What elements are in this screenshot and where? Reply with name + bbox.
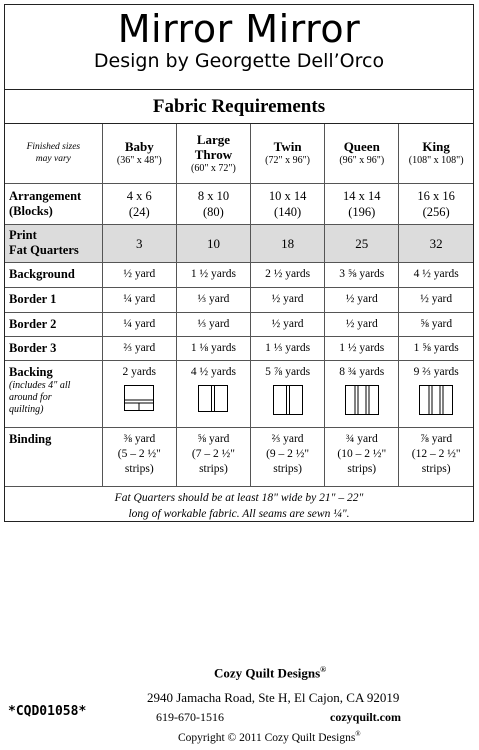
- yardage-cell: ⅓ yard: [176, 287, 250, 312]
- background-row: [5, 262, 473, 287]
- fabric-requirements-card: [4, 4, 474, 522]
- border-3-row: [5, 336, 473, 360]
- arrangement-cell: [325, 183, 399, 224]
- row-label-line-2: (Blocks): [9, 203, 53, 218]
- backing-cell-king: [399, 360, 473, 427]
- yardage-cell: ½ yard: [251, 287, 325, 312]
- yardage-cell: 4 ½ yards: [399, 262, 473, 287]
- website-link[interactable]: cozyquilt.com: [330, 710, 401, 724]
- fat-quarter-count: 25: [325, 224, 399, 262]
- block-count: (24): [128, 204, 150, 219]
- binding-yardage: ⅞ yard: [420, 432, 453, 445]
- binding-cell: [102, 427, 176, 486]
- brand-name: [214, 665, 326, 681]
- yardage-cell: ½ yard: [251, 312, 325, 336]
- yardage-cell: 2 ½ yards: [251, 262, 325, 287]
- fat-quarter-count: 10: [176, 224, 250, 262]
- yardage-cell: 1 ⅛ yards: [176, 336, 250, 360]
- yardage-cell: ⅓ yard: [176, 312, 250, 336]
- arrangement-cell: [251, 183, 325, 224]
- sizes-note-line-1: Finished sizes: [26, 142, 81, 153]
- binding-strips: (5 – 2 ½": [117, 447, 161, 460]
- block-count: (196): [348, 204, 376, 219]
- arrangement-cell: [102, 183, 176, 224]
- binding-strips-end: strips): [347, 462, 377, 475]
- brand-text: Cozy Quilt Designs: [214, 665, 321, 681]
- yardage-cell: ⅔ yard: [102, 336, 176, 360]
- row-label-arrangement: [5, 183, 102, 224]
- size-header-queen: [325, 124, 399, 183]
- row-label-border-2: Border 2: [5, 312, 102, 336]
- yardage-cell: 1 ½ yards: [325, 336, 399, 360]
- backing-cell-baby: [102, 360, 176, 427]
- backing-note-line-1: (includes 4" all: [9, 379, 71, 391]
- backing-layout-diagram-icon: [273, 385, 303, 415]
- footnote-line-2: long of workable fabric. All seams are sewn ¼".: [128, 507, 350, 520]
- block-count: (256): [422, 204, 450, 219]
- binding-yardage: ⅜ yard: [123, 432, 156, 445]
- row-label-line-1: Print: [9, 228, 37, 242]
- registered-mark: ®: [320, 665, 327, 674]
- binding-strips: (10 – 2 ½": [337, 447, 387, 460]
- backing-note-line-2: around for: [9, 391, 52, 403]
- fat-quarter-count: 18: [251, 224, 325, 262]
- yardage-cell: 1 ⅓ yards: [251, 336, 325, 360]
- print-fat-quarters-row: [5, 224, 473, 262]
- sizes-note-line-2: may vary: [35, 154, 71, 165]
- yardage-cell: ½ yard: [102, 262, 176, 287]
- row-label-background: Background: [5, 262, 102, 287]
- block-layout: 10 x 14: [268, 188, 307, 203]
- fat-quarter-count: 3: [102, 224, 176, 262]
- size-header-baby: [102, 124, 176, 183]
- block-layout: 14 x 14: [343, 188, 381, 203]
- backing-yardage: 2 yards: [122, 365, 157, 378]
- yardage-cell: ½ yard: [325, 312, 399, 336]
- binding-cell: [176, 427, 250, 486]
- block-layout: 16 x 16: [417, 188, 455, 203]
- size-dims: (108" x 108"): [408, 155, 464, 167]
- yardage-cell: ¼ yard: [102, 312, 176, 336]
- row-label-backing: [5, 360, 102, 427]
- yardage-cell: ½ yard: [325, 287, 399, 312]
- size-name: Large Throw: [194, 131, 233, 162]
- block-count: (140): [274, 204, 302, 219]
- row-label-border-1: Border 1: [5, 287, 102, 312]
- size-dims: (36" x 48"): [116, 155, 162, 167]
- binding-strips-end: strips): [273, 462, 302, 475]
- row-label-print: [5, 224, 102, 262]
- size-header-row: [5, 124, 473, 183]
- row-label-border-3: Border 3: [5, 336, 102, 360]
- size-name: Queen: [343, 139, 380, 155]
- title-block: [5, 5, 473, 90]
- row-label-line-1: Backing: [9, 364, 53, 379]
- binding-strips-end: strips): [199, 462, 228, 475]
- binding-strips: (7 – 2 ½": [191, 447, 235, 460]
- fat-quarter-count: 32: [399, 224, 473, 262]
- registered-mark: ®: [355, 730, 361, 738]
- row-label-line-1: Arrangement: [9, 188, 82, 203]
- yardage-cell: ⅝ yard: [399, 312, 473, 336]
- backing-layout-diagram-icon: [124, 385, 154, 411]
- footnote-line-1: Fat Quarters should be at least 18" wide by 21" – 22": [114, 491, 364, 504]
- copyright-text: Copyright © 2011 Cozy Quilt Designs: [178, 731, 356, 744]
- size-header-twin: [251, 124, 325, 183]
- copyright-notice: [178, 730, 361, 744]
- backing-note-line-3: quilting): [9, 403, 44, 415]
- yardage-cell: 1 ½ yards: [176, 262, 250, 287]
- backing-cell-queen: [325, 360, 399, 427]
- size-header-king: [399, 124, 473, 183]
- yardage-cell: 1 ⅝ yards: [399, 336, 473, 360]
- requirements-table: [5, 124, 473, 487]
- section-title: Fabric Requirements: [5, 90, 473, 124]
- binding-row: [5, 427, 473, 486]
- size-name: King: [422, 139, 450, 155]
- backing-row: [5, 360, 473, 427]
- block-count: (80): [203, 204, 224, 219]
- backing-layout-diagram-icon: [419, 385, 453, 415]
- yardage-cell: ¼ yard: [102, 287, 176, 312]
- fat-quarter-footnote: [5, 487, 473, 522]
- binding-cell: [325, 427, 399, 486]
- border-2-row: [5, 312, 473, 336]
- binding-strips-end: strips): [124, 462, 154, 475]
- row-label-line-2: Fat Quarters: [9, 243, 79, 257]
- backing-cell-large-throw: [176, 360, 250, 427]
- sizes-note: [5, 124, 102, 183]
- binding-strips: (9 – 2 ½": [266, 447, 310, 460]
- backing-yardage: 4 ½ yards: [190, 365, 236, 378]
- store-phone: 619-670-1516: [156, 710, 224, 724]
- size-dims: (60" x 72"): [191, 162, 236, 174]
- block-layout: 4 x 6: [126, 188, 152, 203]
- store-address: 2940 Jamacha Road, Ste H, El Cajon, CA 92019: [147, 690, 400, 705]
- binding-strips-end: strips): [421, 462, 451, 475]
- border-1-row: [5, 287, 473, 312]
- size-name: Twin: [273, 139, 302, 155]
- backing-yardage: 9 ⅔ yards: [413, 365, 459, 378]
- binding-strips: (12 – 2 ½": [411, 447, 461, 460]
- backing-cell-twin: [251, 360, 325, 427]
- pattern-title: Mirror Mirror: [117, 7, 361, 51]
- arrangement-cell: [176, 183, 250, 224]
- backing-layout-diagram-icon: [345, 385, 379, 415]
- backing-yardage: 5 ⅞ yards: [265, 365, 311, 378]
- size-dims: (96" x 96"): [339, 155, 385, 167]
- binding-yardage: ⅔ yard: [271, 432, 304, 445]
- yardage-cell: ½ yard: [399, 287, 473, 312]
- designer-credit: Design by Georgette Dell’Orco: [93, 50, 385, 72]
- backing-yardage: 8 ¾ yards: [339, 365, 385, 378]
- backing-layout-diagram-icon: [198, 385, 228, 412]
- arrangement-cell: [399, 183, 473, 224]
- binding-yardage: ¾ yard: [345, 432, 378, 445]
- arrangement-row: [5, 183, 473, 224]
- binding-yardage: ⅝ yard: [197, 432, 230, 445]
- size-name: Baby: [124, 139, 154, 155]
- binding-cell: [399, 427, 473, 486]
- row-label-binding: Binding: [5, 427, 102, 486]
- binding-cell: [251, 427, 325, 486]
- yardage-cell: 3 ⅝ yards: [325, 262, 399, 287]
- product-sku: *CQD01058*: [8, 704, 87, 719]
- size-dims: (72" x 96"): [265, 155, 310, 167]
- block-layout: 8 x 10: [197, 188, 230, 203]
- size-header-large-throw: [176, 124, 250, 183]
